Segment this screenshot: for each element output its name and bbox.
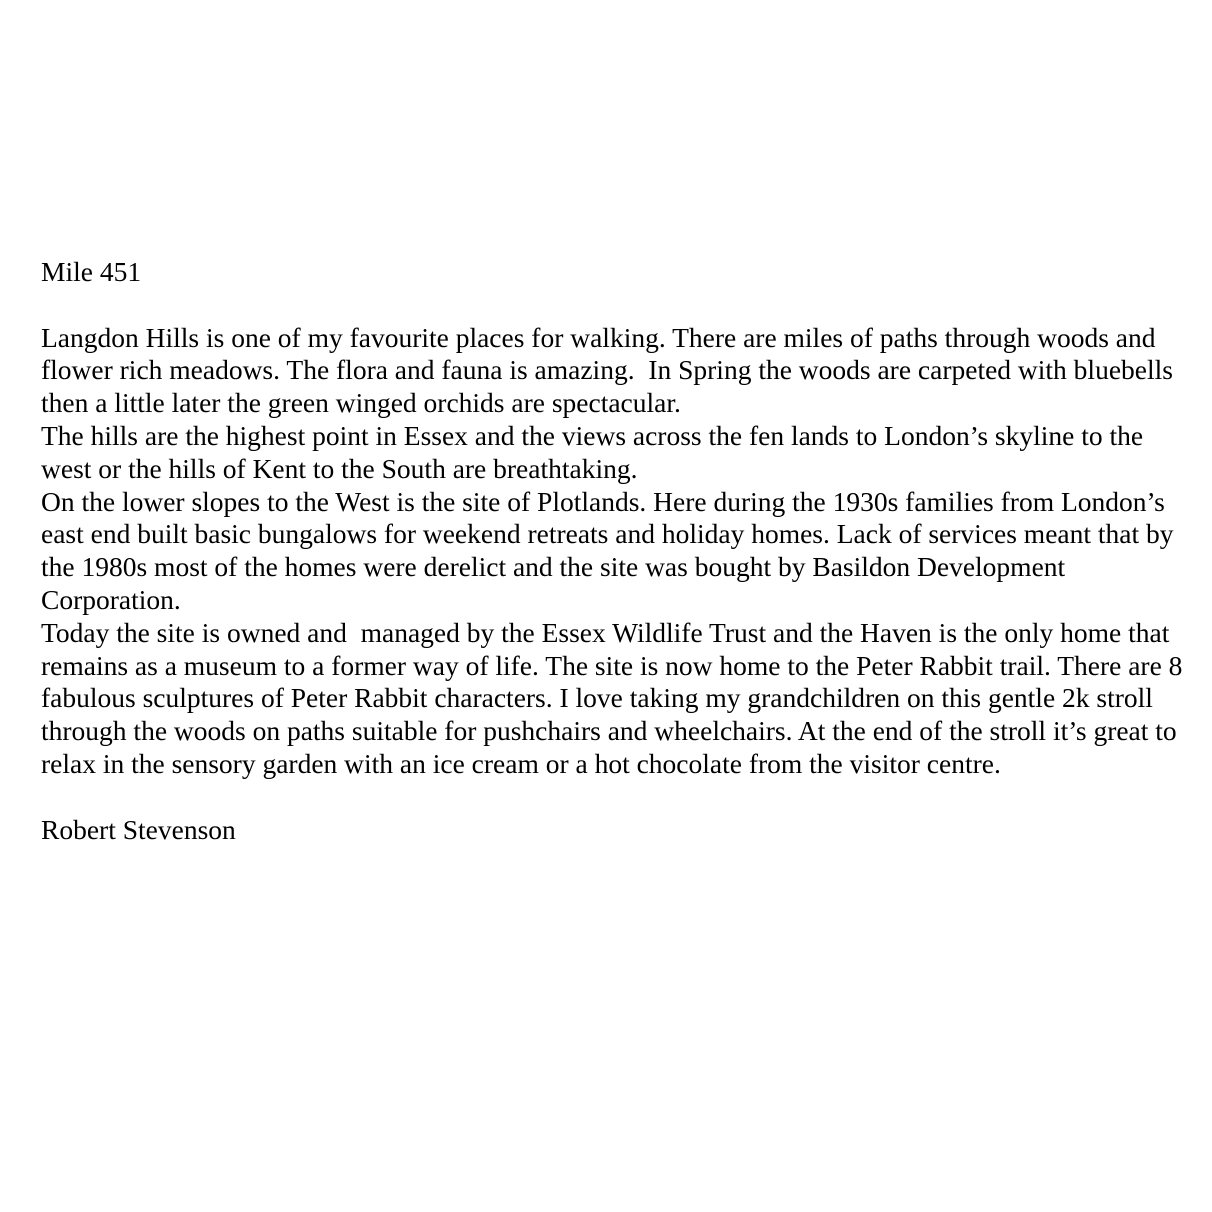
paragraph-langdon-hills: Langdon Hills is one of my favourite places for walking. There are miles of paths through woods and flower rich meadows. The flora and fauna is amazing. In Spring the woods are carpeted with bluebells then a little later the green winged orchids are spectacular. <box>41 321 1180 419</box>
document-page <box>41 256 1191 846</box>
signature-spacer <box>41 781 1191 814</box>
author-signature: Robert Stevenson <box>41 813 236 845</box>
paragraph-plotlands: On the lower slopes to the West is the site of Plotlands. Here during the 1930s families from London’s east end built basic bungalows for weekend retreats and holiday homes. Lack of services meant that by the 1980s most of the homes were derelict and the site was bought by Basildon Development Corporation. <box>41 485 1181 615</box>
title-spacer <box>41 289 1191 322</box>
paragraph-peter-rabbit-trail: Today the site is owned and managed by the Essex Wildlife Trust and the Haven is the only home that remains as a museum to a former way of life. The site is now home to the Peter Rabbit trail. There are 8 fabulous sculptures of Peter Rabbit characters. I love taking my grandchildren on this gentle 2k stroll through the woods on paths suitable for pushchairs and wheelchairs. At the end of the stroll it’s great to relax in the sensory garden with an ice cream or a hot chocolate from the visitor centre. <box>41 616 1190 779</box>
paragraph-highest-point: The hills are the highest point in Essex and the views across the fen lands to London’s skyline to the west or the hills of Kent to the South are breathtaking. <box>41 419 1150 484</box>
document-body <box>41 322 1191 781</box>
page-title: Mile 451 <box>41 256 142 287</box>
